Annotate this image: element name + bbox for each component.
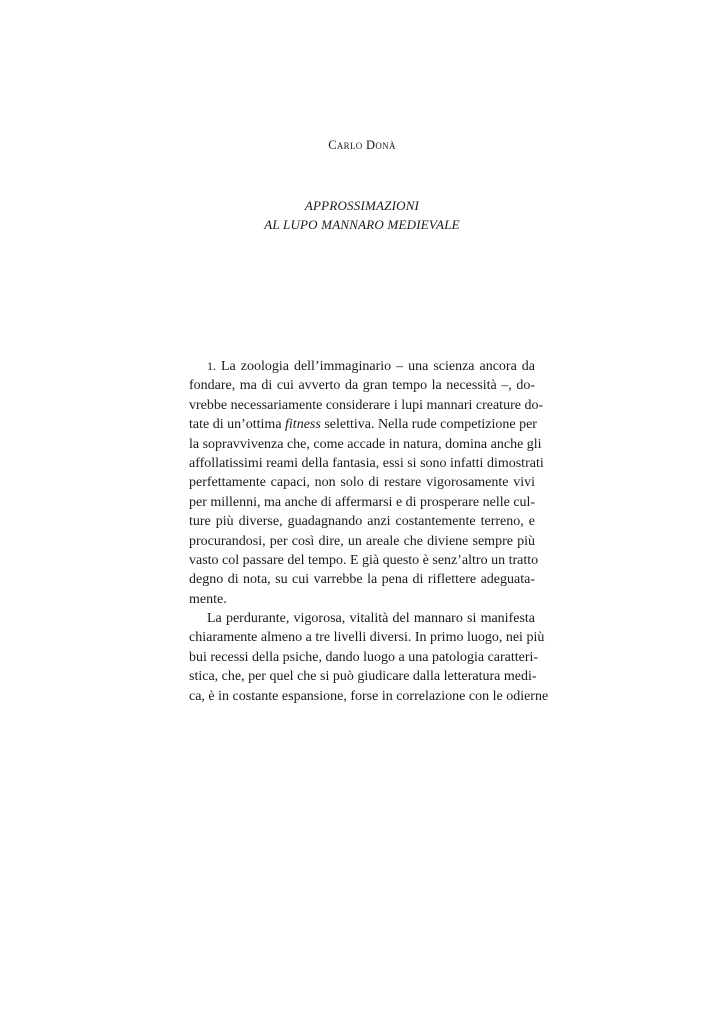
paragraph-2 — [189, 609, 549, 706]
text-line — [189, 415, 535, 434]
text-line: bui recessi della psiche, dando luogo a una patologia caratteri- — [189, 649, 539, 665]
article-title — [0, 196, 724, 234]
text-line: perfettamente capaci, non solo di restare vigorosamente vivi — [189, 475, 535, 491]
text-line — [189, 357, 535, 376]
text-line: affollatissimi reami della fantasia, essi si sono infatti dimostrati — [189, 455, 544, 471]
italic-term: fitness — [285, 417, 321, 433]
text-segment: tate di un’ottima — [189, 417, 282, 433]
text-line: stica, che, per quel che si può giudicare dalla letteratura medi- — [189, 669, 537, 685]
text-line: ca, è in costante espansione, forse in correlazione con le odierne — [189, 688, 549, 704]
text-line: La perdurante, vigorosa, vitalità del mannaro si manifesta — [207, 611, 535, 627]
text-line: chiaramente almeno a tre livelli diversi. In primo luogo, nei più — [189, 630, 545, 646]
text-line: vrebbe necessariamente considerare i lupi mannari creature do- — [189, 397, 544, 413]
body-text — [189, 357, 549, 706]
text-line: procurandosi, per così dire, un areale che diviene sempre più — [189, 533, 535, 549]
text-line: la sopravvivenza che, come accade in natura, domina anche gli — [189, 436, 542, 452]
text-segment: La zoologia dell’immaginario – una scienza ancora da — [221, 359, 536, 374]
text-line: degno di nota, su cui varrebbe la pena di riflettere adeguata- — [189, 572, 535, 588]
text-line: vasto col passare del tempo. E già questo è senz’altro un tratto — [189, 552, 539, 568]
section-number: 1. — [207, 359, 216, 373]
text-line: fondare, ma di cui avverto da gran tempo la necessità –, do- — [189, 378, 535, 394]
title-line-2: AL LUPO MANNARO MEDIEVALE — [264, 217, 460, 232]
text-line: ture più diverse, guadagnando anzi costantemente terreno, e — [189, 514, 535, 530]
paragraph-1 — [189, 357, 544, 609]
text-line: per millenni, ma anche di affermarsi e di prosperare nelle cul- — [189, 494, 536, 510]
author-name: Carlo Donà — [328, 138, 396, 152]
title-line-1: APPROSSIMAZIONI — [304, 198, 420, 213]
text-line: mente. — [189, 591, 227, 607]
text-segment: selettiva. Nella rude competizione per — [324, 417, 537, 433]
